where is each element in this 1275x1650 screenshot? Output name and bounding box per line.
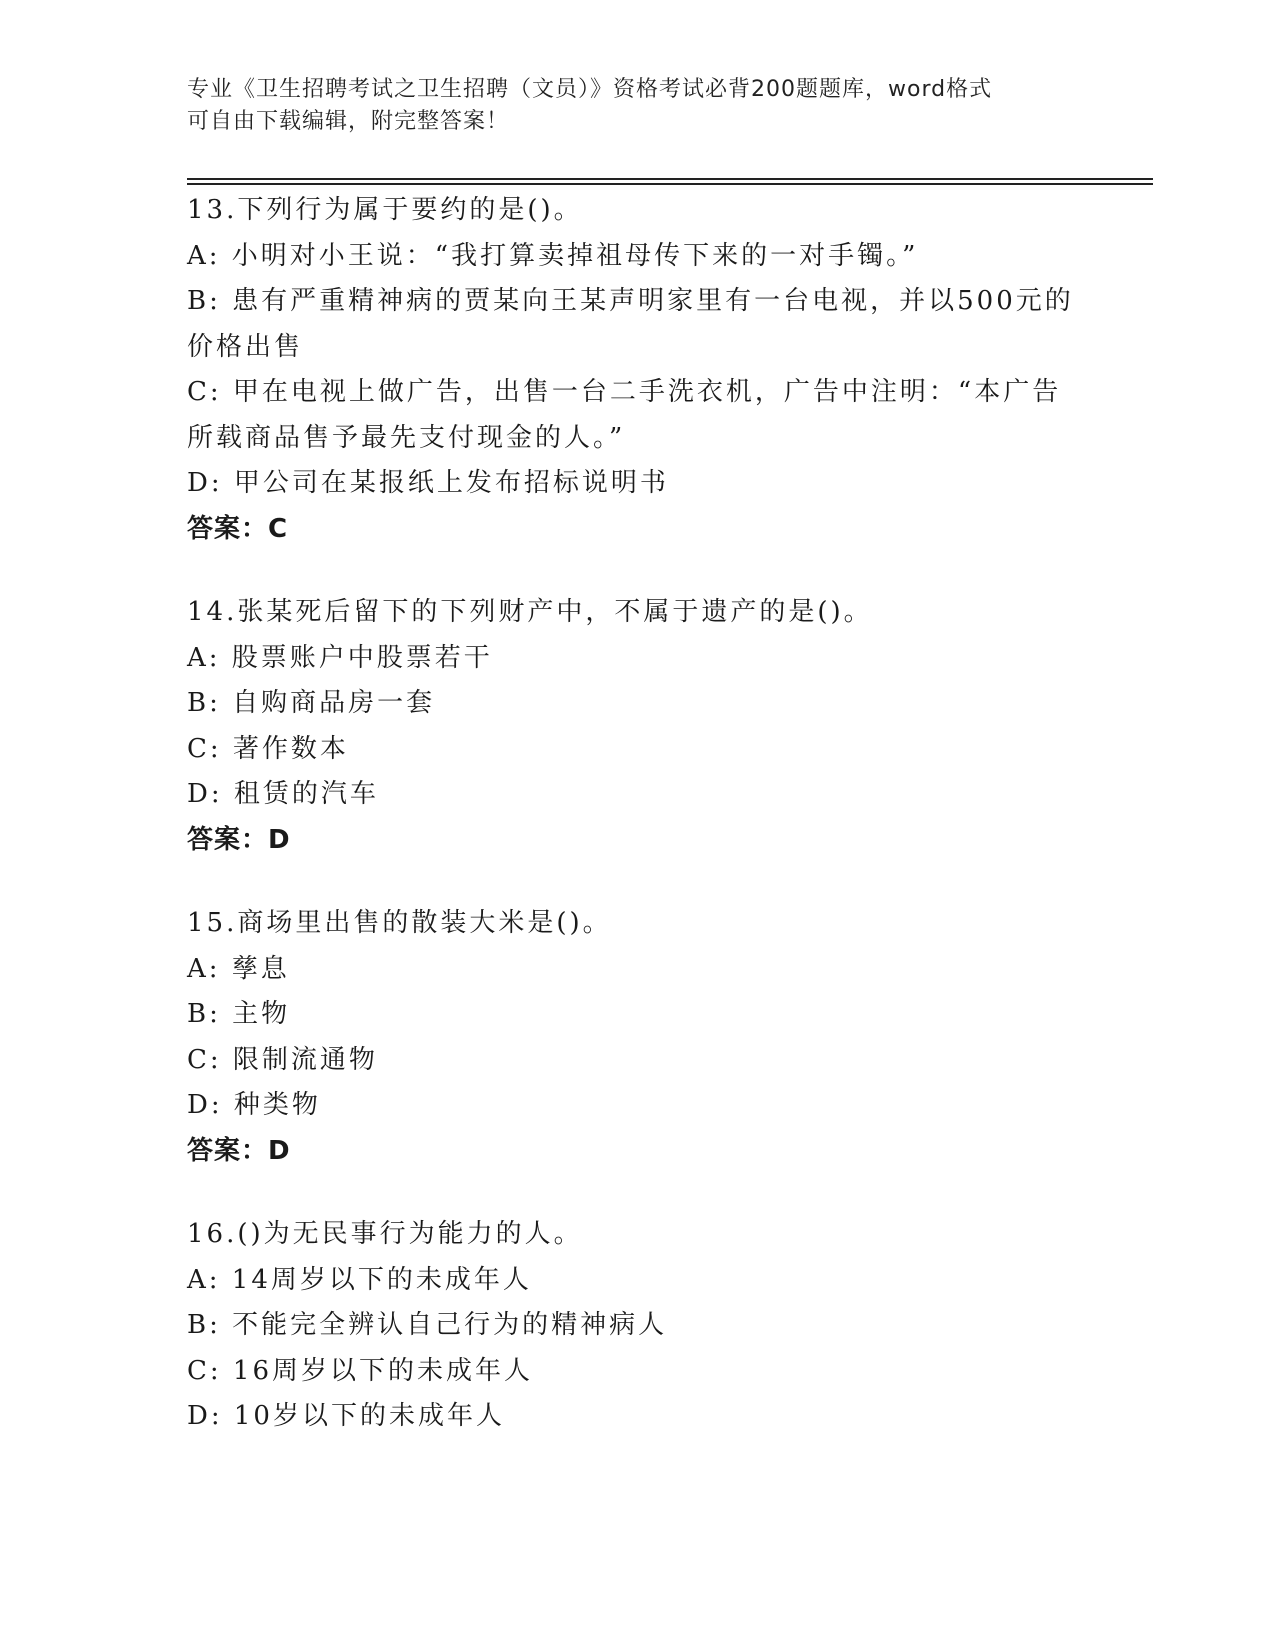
answer-line: 答案：C	[187, 513, 289, 544]
option-text: B: 患有严重精神病的贾某向王某声明家里有一台电视，并以500元的	[187, 286, 1074, 316]
option-text: A: 股票账户中股票若干	[187, 642, 493, 673]
option-b	[187, 279, 1087, 370]
document-header	[187, 74, 1087, 138]
option-text: C: 甲在电视上做广告，出售一台二手洗衣机，广告中注明：“本广告	[187, 377, 1062, 407]
option-text: B: 主物	[187, 999, 291, 1029]
option-text: C: 限制流通物	[187, 1044, 378, 1075]
answer-line: 答案：D	[187, 824, 291, 855]
question-stem: 13.下列行为属于要约的是()。	[187, 195, 583, 225]
option-a	[187, 234, 1087, 280]
option-d	[187, 1083, 1087, 1129]
option-b	[187, 992, 1087, 1038]
option-d	[187, 461, 1087, 507]
option-d	[187, 1394, 1087, 1440]
question-13	[187, 188, 1087, 552]
option-text: A: 14周岁以下的未成年人	[187, 1264, 532, 1295]
question-stem: 16.()为无民事行为能力的人。	[187, 1219, 583, 1249]
option-text: C: 16周岁以下的未成年人	[187, 1355, 534, 1386]
option-a	[187, 1258, 1087, 1304]
option-a	[187, 947, 1087, 993]
option-c	[187, 370, 1087, 461]
option-c	[187, 1349, 1087, 1395]
question-14	[187, 590, 1087, 863]
option-text: B: 不能完全辨认自己行为的精神病人	[187, 1310, 668, 1340]
question-stem: 14.张某死后留下的下列财产中，不属于遗产的是()。	[187, 597, 873, 627]
option-c	[187, 727, 1087, 773]
option-text: A: 孳息	[187, 953, 290, 984]
option-text: A: 小明对小王说：“我打算卖掉祖母传下来的一对手镯。”	[187, 240, 919, 271]
option-c	[187, 1038, 1087, 1084]
question-16	[187, 1212, 1087, 1440]
option-b	[187, 681, 1087, 727]
question-15	[187, 901, 1087, 1174]
header-divider	[187, 178, 1153, 185]
option-text: D: 甲公司在某报纸上发布招标说明书	[187, 468, 669, 498]
option-text-continued: 价格出售	[187, 331, 304, 362]
option-text: D: 种类物	[187, 1090, 321, 1120]
option-text: D: 10岁以下的未成年人	[187, 1401, 505, 1431]
question-list	[187, 188, 1087, 1440]
option-text: B: 自购商品房一套	[187, 688, 436, 718]
option-text: C: 著作数本	[187, 733, 349, 764]
option-b	[187, 1303, 1087, 1349]
header-line-2: 可自由下载编辑，附完整答案！	[187, 109, 510, 134]
question-stem: 15.商场里出售的散装大米是()。	[187, 908, 612, 938]
option-text-continued: 所载商品售予最先支付现金的人。”	[187, 422, 626, 453]
option-a	[187, 636, 1087, 682]
option-text: D: 租赁的汽车	[187, 779, 379, 809]
header-line-1: 专业《卫生招聘考试之卫生招聘（文员）》资格考试必背200题题库，word格式	[187, 77, 993, 102]
answer-line: 答案：D	[187, 1135, 291, 1166]
option-d	[187, 772, 1087, 818]
